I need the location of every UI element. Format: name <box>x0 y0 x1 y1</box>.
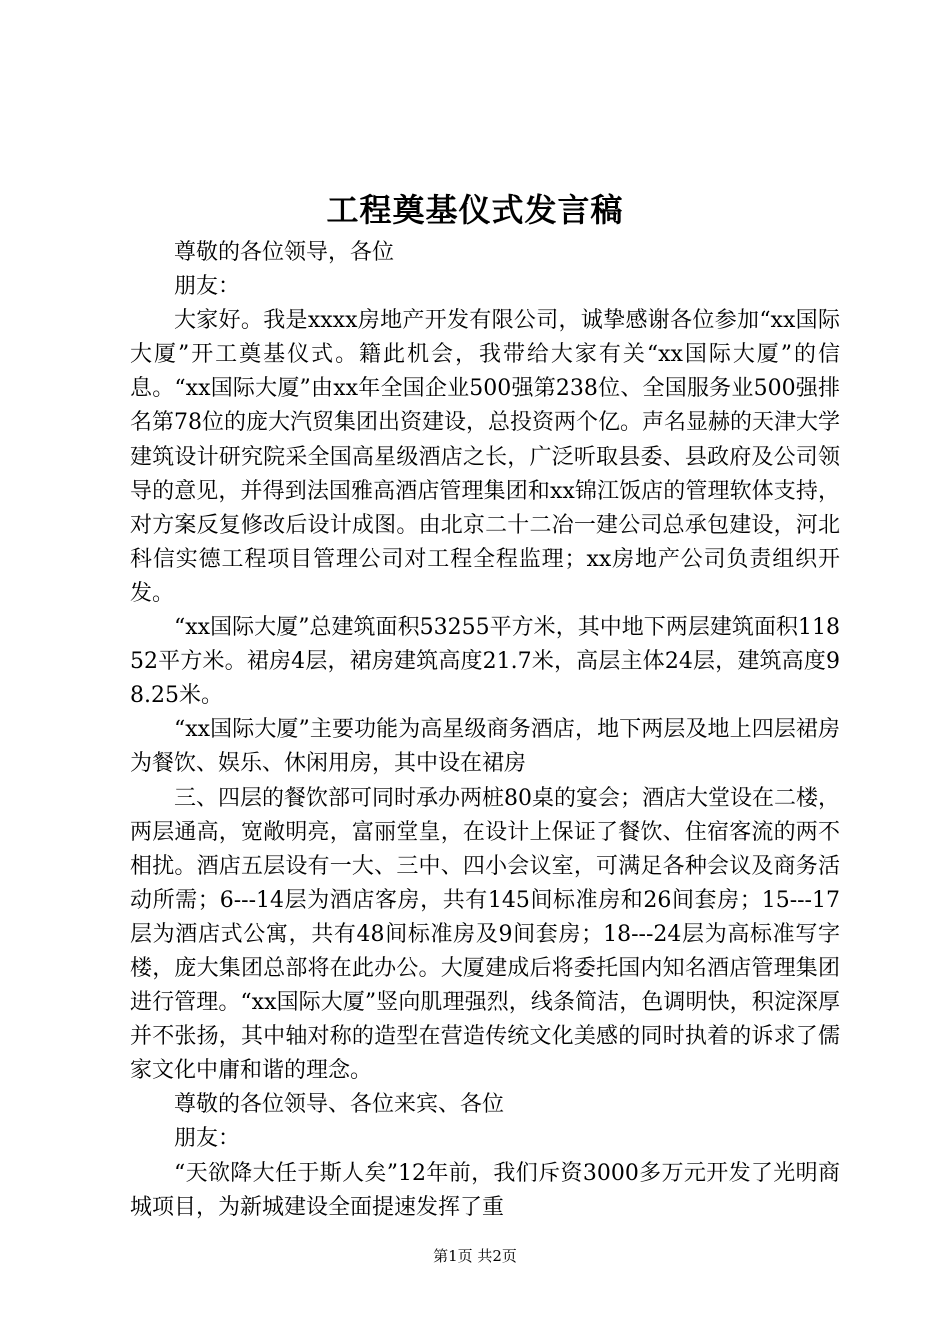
salutation-line: 朋友： <box>174 274 241 300</box>
body-paragraph: “天欲降大任于斯人矣”12年前，我们斥资3000多万元开发了光明商城项目，为新城建设全面提速发挥了重 <box>130 1160 840 1220</box>
body-paragraph: 三、四层的餐饮部可同时承办两桩80桌的宴会；酒店大堂设在二楼，两层通高，宽敞明亮，富丽堂皇，在设计上保证了餐饮、住宿客流的两不相扰。酒店五层设有一大、三中、四小会议室，可满足各种会议及商务活动所需；6---14层为酒店客房，共有145间标准房和26间套房；15---17层为酒店式公寓，共有48间标准房及9间套房；18---24层为高标准写字楼，庞大集团总部将在此办公。大厦建成后将委托国内知名酒店管理集团进行管理。“xx国际大厦”竖向肌理强烈，线条简洁，色调明快，积淀深厚并不张扬，其中轴对称的造型在营造传统文化美感的同时执着的诉求了儒家文化中庸和谐的理念。 <box>130 785 840 1084</box>
page-footer: 第1页 共2页 <box>433 1247 517 1265</box>
body-paragraph: “xx国际大厦”主要功能为高星级商务酒店，地下两层及地上四层裙房为餐饮、娱乐、休闲用房，其中设在裙房 <box>130 717 840 777</box>
body-paragraph: 大家好。我是xxxx房地产开发有限公司，诚挚感谢各位参加“xx国际大厦”开工奠基仪式。籍此机会，我带给大家有关“xx国际大厦”的信息。“xx国际大厦”由xx年全国企业500强第238位、全国服务业500强排名第78位的庞大汽贸集团出资建设，总投资两个亿。声名显赫的天津大学建筑设计研究院采全国高星级酒店之长，广泛听取县委、县政府及公司领导的意见，并得到法国雅高酒店管理集团和xx锦江饭店的管理软体支持，对方案反复修改后设计成图。由北京二十二冶一建公司总承包建设，河北科信实德工程项目管理公司对工程全程监理；xx房地产公司负责组织开发。 <box>130 308 840 606</box>
document-body <box>130 236 840 1225</box>
salutation-line: 尊敬的各位领导，各位 <box>174 240 395 265</box>
document-title: 工程奠基仪式发言稿 <box>326 191 624 229</box>
salutation-line: 朋友： <box>174 1126 241 1152</box>
salutation-line: 尊敬的各位领导、各位来宾、各位 <box>174 1092 505 1118</box>
body-paragraph: “xx国际大厦”总建筑面积53255平方米，其中地下两层建筑面积11852平方米。裙房4层，裙房建筑高度21.7米，高层主体24层，建筑高度98.25米。 <box>130 615 841 709</box>
